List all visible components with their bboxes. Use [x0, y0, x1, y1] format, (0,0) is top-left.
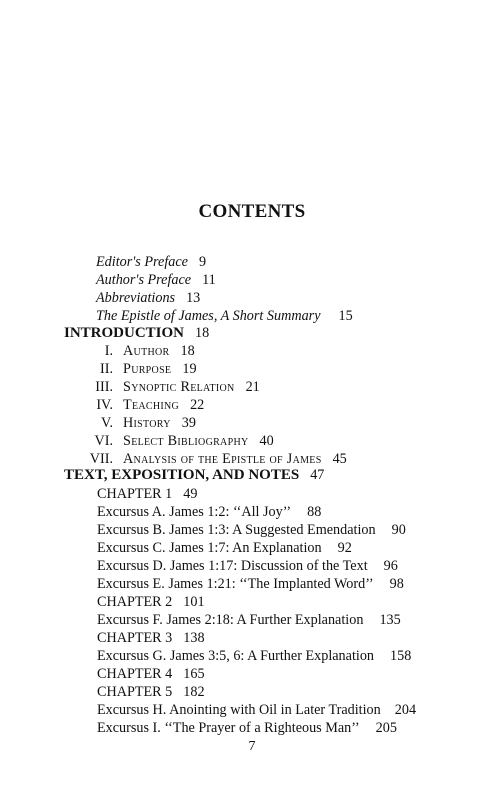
toc-entry-page: 92 — [337, 540, 352, 556]
page-number: 7 — [248, 739, 256, 754]
toc-entry-title: CHAPTER 4 — [97, 666, 173, 682]
toc-entry-title: Excursus C. James 1:7: An Explanation — [97, 540, 322, 556]
toc-entry-page: 15 — [338, 308, 353, 324]
toc-entry-title: Excursus G. James 3:5, 6: A Further Explanation — [97, 648, 375, 664]
toc-entry-page: 22 — [190, 397, 205, 413]
toc-entry — [97, 575, 404, 593]
toc-entry-page: 40 — [259, 433, 274, 449]
toc-entry-title: Excursus A. James 1:2: ‘‘All Joy’’ — [97, 504, 292, 520]
toc-entry-title: History — [123, 415, 171, 431]
toc-entry — [85, 378, 260, 396]
toc-entry — [96, 307, 353, 325]
toc-entry-page: 135 — [379, 612, 401, 628]
roman-numeral: VII. — [89, 451, 113, 467]
toc-entry-page: 21 — [245, 379, 260, 395]
toc-entry — [96, 253, 206, 271]
toc-entry-title: CHAPTER 1 — [97, 486, 173, 502]
toc-entry — [97, 503, 321, 521]
toc-entry — [97, 521, 406, 539]
toc-entry — [96, 271, 216, 289]
section-page: 47 — [310, 467, 325, 483]
toc-entry-title: Excursus H. Anointing with Oil in Later Tradition — [97, 702, 381, 718]
toc-entry-page: 204 — [394, 702, 417, 718]
toc-entry-title: Excursus B. James 1:3: A Suggested Emendation — [97, 522, 376, 538]
toc-entry-title: Excursus F. James 2:18: A Further Explanation — [97, 612, 364, 628]
toc-entry-title: CHAPTER 3 — [97, 630, 173, 646]
toc-entry — [85, 414, 196, 432]
roman-numeral: I. — [104, 343, 113, 359]
toc-entry — [97, 647, 411, 665]
toc-entry — [96, 289, 200, 307]
toc-entry — [97, 539, 352, 557]
toc-entry — [97, 485, 197, 503]
toc-entry-page: 182 — [183, 684, 205, 700]
section-title: INTRODUCTION — [64, 325, 185, 341]
toc-entry — [97, 683, 205, 701]
toc-entry — [97, 611, 401, 629]
toc-section-heading — [64, 466, 324, 484]
toc-entry-page: 158 — [390, 648, 412, 664]
toc-entry-page: 49 — [183, 486, 198, 502]
toc-entry-title: Excursus D. James 1:17: Discussion of the Text — [97, 558, 368, 574]
toc-entry-page: 18 — [180, 343, 195, 359]
toc-entry — [85, 396, 204, 414]
toc-entry — [97, 665, 205, 683]
toc-entry-title: Analysis of the Epistle of James — [123, 451, 322, 467]
toc-entry-page: 13 — [186, 290, 201, 306]
toc-entry — [97, 719, 397, 737]
toc-entry-title: Abbreviations — [96, 290, 176, 306]
toc-entry-page: 39 — [181, 415, 196, 431]
toc-entry-title: Author — [123, 343, 170, 359]
toc-entry-page: 101 — [183, 594, 205, 610]
section-title: TEXT, EXPOSITION, AND NOTES — [64, 467, 300, 483]
page-title: CONTENTS — [198, 201, 306, 222]
toc-entry-title: CHAPTER 5 — [97, 684, 173, 700]
toc-entry-page: 11 — [202, 272, 216, 288]
toc-entry-title: Excursus E. James 1:21: ‘‘The Implanted Word’’ — [97, 576, 374, 592]
roman-numeral: IV. — [96, 397, 113, 413]
toc-entry-title: Synoptic Relation — [123, 379, 235, 395]
toc-entry-page: 90 — [391, 522, 406, 538]
toc-section-heading — [64, 324, 209, 342]
toc-entry-page: 138 — [183, 630, 205, 646]
roman-numeral: VI. — [94, 433, 113, 449]
toc-entry — [85, 432, 274, 450]
toc-entry-page: 96 — [383, 558, 398, 574]
toc-entry-page: 98 — [389, 576, 404, 592]
toc-entry-page: 45 — [332, 451, 347, 467]
toc-entry-title: Purpose — [123, 361, 172, 377]
toc-entry — [97, 593, 205, 611]
toc-entry-title: CHAPTER 2 — [97, 594, 173, 610]
toc-entry — [85, 342, 195, 360]
toc-entry-page: 9 — [198, 254, 207, 270]
roman-numeral: V. — [101, 415, 113, 431]
toc-entry — [85, 360, 197, 378]
roman-numeral: III. — [95, 379, 113, 395]
toc-entry — [97, 701, 416, 719]
toc-entry-title: Select Bibliography — [123, 433, 249, 449]
toc-entry-title: The Epistle of James, A Short Summary — [96, 308, 321, 324]
toc-entry-page: 205 — [375, 720, 397, 736]
toc-entry-title: Editor's Preface — [96, 254, 188, 270]
roman-numeral: II. — [100, 361, 113, 377]
toc-entry-page: 88 — [307, 504, 322, 520]
toc-entry-page: 165 — [183, 666, 205, 682]
toc-entry-title: Excursus I. ‘‘The Prayer of a Righteous Man’’ — [97, 720, 360, 736]
toc-entry-title: Teaching — [123, 397, 180, 413]
toc-entry — [97, 557, 398, 575]
section-page: 18 — [195, 325, 210, 341]
toc-entry-title: Author's Preface — [96, 272, 192, 288]
toc-entry — [97, 629, 205, 647]
toc-entry-page: 19 — [182, 361, 197, 377]
